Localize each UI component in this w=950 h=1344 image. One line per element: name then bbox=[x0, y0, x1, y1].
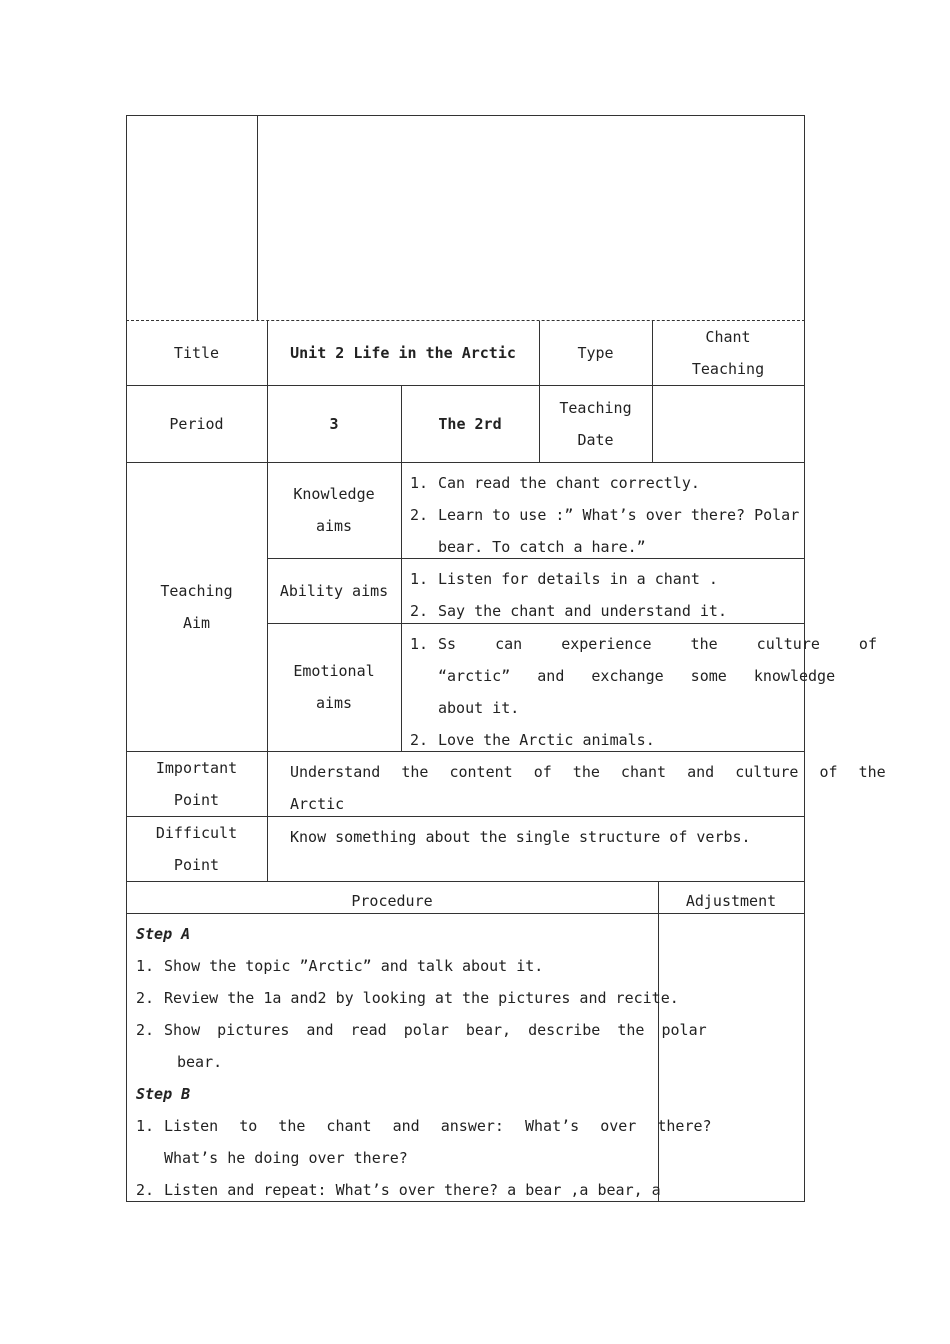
difficult-point-label: Difficult Point bbox=[155, 823, 238, 874]
list-number: 1. bbox=[410, 635, 429, 653]
title-label: Title bbox=[173, 344, 220, 362]
list-item: Say the chant and understand it. bbox=[438, 602, 727, 620]
list-item: Learn to use :” What’s over there? Polar bbox=[438, 506, 800, 524]
list-item: Can read the chant correctly. bbox=[438, 474, 700, 492]
period-ordinal: The 2rd bbox=[438, 414, 502, 433]
teaching-date-label: Teaching Date bbox=[559, 398, 632, 449]
list-item-continued: about it. bbox=[438, 699, 520, 717]
procedure-header: Procedure bbox=[351, 892, 433, 910]
important-point-text-continued: Arctic bbox=[290, 795, 345, 813]
list-number: 2. bbox=[410, 731, 429, 749]
top-blank-block bbox=[126, 115, 805, 321]
adjustment-header: Adjustment bbox=[685, 892, 777, 910]
list-item-continued: “arctic” and exchange some knowledge bbox=[438, 667, 836, 685]
list-number: 2. bbox=[410, 506, 429, 524]
emotional-aims-label: Emotional aims bbox=[293, 662, 375, 712]
step-a-title: Step A bbox=[136, 925, 191, 943]
list-item: Listen to the chant and answer: What’s over there? bbox=[164, 1117, 712, 1135]
title-value: Unit 2 Life in the Arctic bbox=[290, 344, 516, 362]
list-number: 2. bbox=[136, 1021, 155, 1039]
difficult-point-text: Know something about the single structure of verbs. bbox=[290, 828, 751, 846]
list-item: Show pictures and read polar bear, describe the polar bbox=[164, 1021, 707, 1039]
type-label: Type bbox=[577, 344, 614, 362]
list-item: Listen and repeat: What’s over there? a bear ,a bear, a bbox=[164, 1181, 661, 1199]
period-value: 3 bbox=[329, 414, 339, 433]
list-number: 2. bbox=[136, 1181, 155, 1199]
important-point-label: Important Point bbox=[155, 758, 238, 809]
list-item: Review the 1a and2 by looking at the pictures and recite. bbox=[164, 989, 679, 1007]
list-item-continued: What’s he doing over there? bbox=[164, 1149, 408, 1167]
teaching-date-value bbox=[652, 385, 804, 462]
period-label: Period bbox=[169, 414, 224, 433]
teaching-aim-label: Teaching Aim bbox=[160, 581, 233, 632]
step-b-title: Step B bbox=[136, 1085, 191, 1103]
list-item: Ss can experience the culture of bbox=[438, 635, 877, 653]
list-number: 1. bbox=[136, 957, 155, 975]
list-number: 2. bbox=[136, 989, 155, 1007]
list-number: 1. bbox=[136, 1117, 155, 1135]
adjustment-column bbox=[659, 914, 804, 1201]
list-item-continued: bear. bbox=[177, 1053, 223, 1071]
list-item-continued: bear. To catch a hare.” bbox=[438, 538, 646, 556]
important-point-text: Understand the content of the chant and culture of the bbox=[290, 763, 886, 781]
list-number: 1. bbox=[410, 474, 429, 492]
top-block-divider bbox=[257, 115, 258, 321]
list-item: Love the Arctic animals. bbox=[438, 731, 655, 749]
list-number: 2. bbox=[410, 602, 429, 620]
list-number: 1. bbox=[410, 570, 429, 588]
knowledge-aims-label: Knowledge aims bbox=[293, 485, 375, 535]
list-item: Listen for details in a chant . bbox=[438, 570, 718, 588]
ability-aims-label: Ability aims bbox=[279, 581, 389, 600]
type-value: Chant Teaching bbox=[691, 328, 765, 378]
list-item: Show the topic ”Arctic” and talk about it. bbox=[164, 957, 544, 975]
